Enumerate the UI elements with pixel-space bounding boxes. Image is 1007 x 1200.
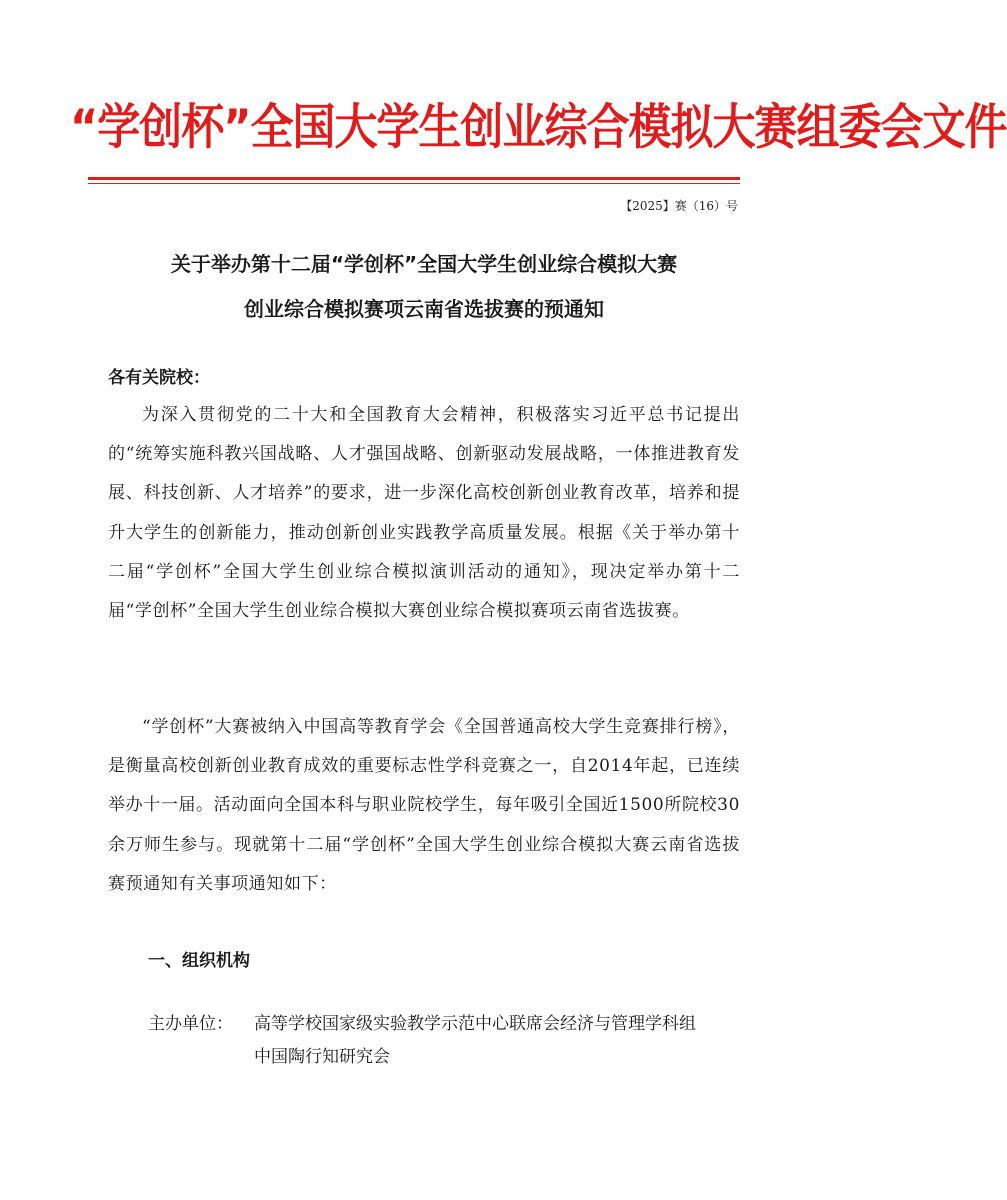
masthead-rule-thin (88, 183, 740, 184)
salutation: 各有关院校： (108, 368, 210, 388)
section-heading-organization: 一、组织机构 (148, 951, 250, 971)
document-number: 【2025】赛（16）号 (620, 199, 738, 213)
body-paragraph: “学创杯”大赛被纳入中国高等教育学会《全国普通高校大学生竞赛排行榜》，是衡量高校创新创业教育成效的重要标志性学科竞赛之一，自2014年起，已连续举办十一届。活动面向全国本科与职业院校学生，每年吸引全国近1500所院校30余万师生参与。现就第十二届“学创杯”全国大学生创业综合模拟大赛云南省选拔赛预通知有关事项通知如下： (108, 717, 740, 894)
masthead-title: “学创杯”全国大学生创业综合模拟大赛组委会文件 (70, 100, 1007, 156)
host-organization: 高等学校国家级实验教学示范中心联席会经济与管理学科组 (254, 1014, 696, 1034)
notice-title-line-1: 关于举办第十二届“学创杯”全国大学生创业综合模拟大赛 (170, 252, 678, 276)
body-paragraph: 为深入贯彻党的二十大和全国教育大会精神，积极落实习近平总书记提出的“统筹实施科教兴国战略、人才强国战略、创新驱动发展战略，一体推进教育发展、科技创新、人才培养”的要求，进一步深化高校创新创业教育改革，培养和提升大学生的创新能力，推动创新创业实践教学高质量发展。根据《关于举办第十二届“学创杯”全国大学生创业综合模拟演训活动的通知》，现决定举办第十二届“学创杯”全国大学生创业综合模拟大赛创业综合模拟赛项云南省选拔赛。 (108, 405, 740, 622)
masthead-rule-thick (88, 177, 740, 180)
notice-title-line-2: 创业综合模拟赛项云南省选拔赛的预通知 (244, 297, 604, 321)
host-label: 主办单位： (148, 1014, 233, 1034)
host-organization: 中国陶行知研究会 (254, 1047, 390, 1067)
